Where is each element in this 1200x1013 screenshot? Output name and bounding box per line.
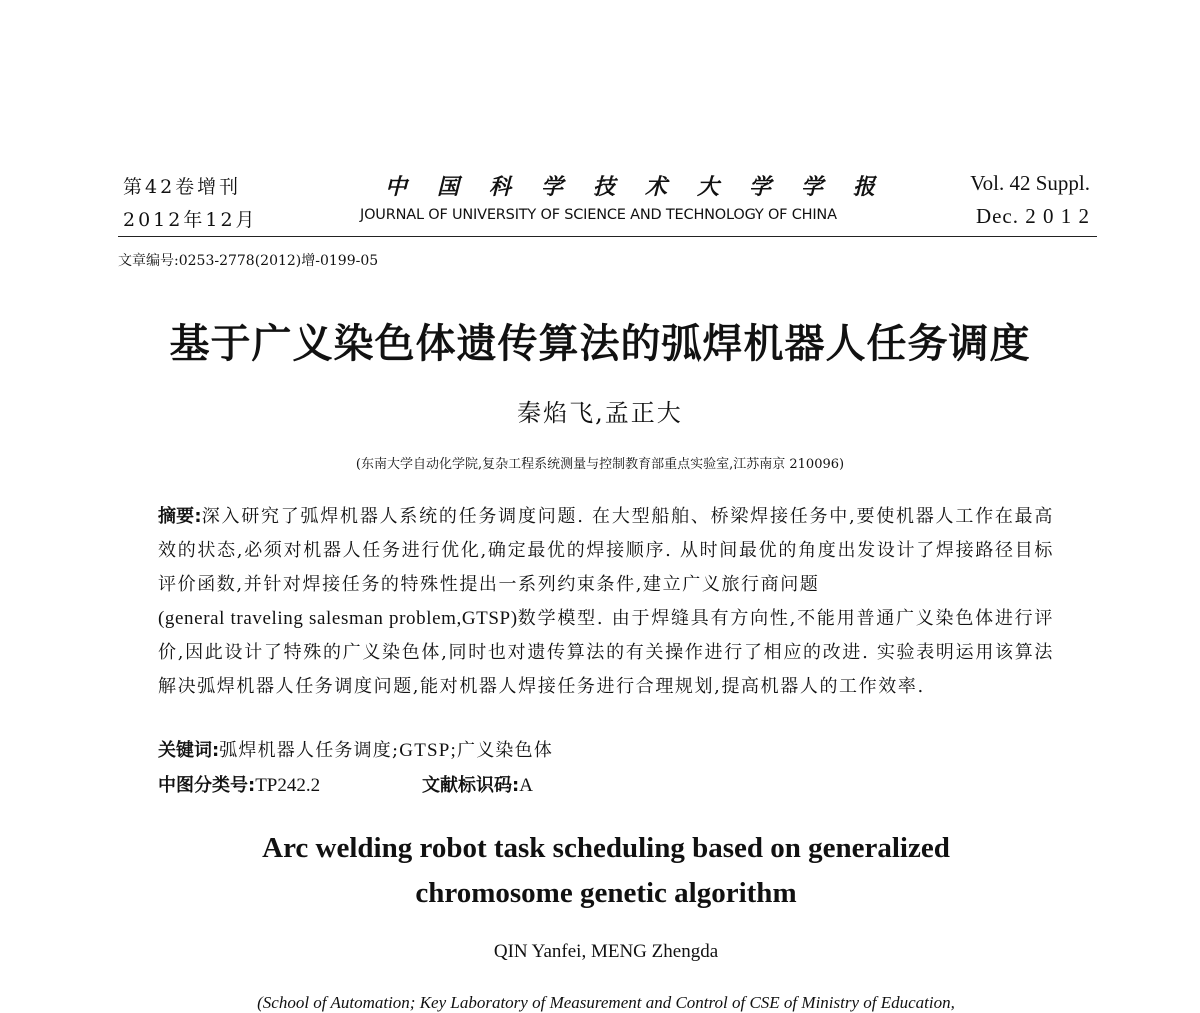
classification-number	[158, 771, 320, 797]
keyword-1: 弧焊机器人任务调度;	[219, 740, 400, 761]
article-number: 文章编号:0253-2778(2012)增-0199-05	[118, 253, 379, 269]
volume-en: Vol. 42 Suppl.	[970, 171, 1090, 195]
classification-label: 中图分类号:	[158, 775, 256, 796]
date-en: Dec. 2 0 1 2	[975, 204, 1090, 228]
affiliation-en: (School of Automation; Key Laboratory of Measurement and Control of CSE of Ministry of Education,	[257, 993, 955, 1012]
document-code-label: 文献标识码:	[422, 775, 520, 796]
authors-en: QIN Yanfei, MENG Zhengda	[493, 941, 719, 962]
abstract-text-part2: 数学模型. 由于焊缝具有方向性,不能用普通广义染色体进行评价,因此设计了特殊的广义染色体,同时也对遗传算法的有关操作进行了相应的改进. 实验表明运用该算法解决弧焊机器人任务调度问题,能对机器人焊接任务进行合理规划,提高机器人的工作效率.	[158, 608, 1055, 697]
date-cn: 2012年12月	[123, 209, 258, 231]
keyword-2: GTSP;	[399, 740, 458, 761]
keywords-label: 关键词:	[158, 740, 220, 761]
header-rule	[118, 236, 1097, 237]
journal-name-en: JOURNAL OF UNIVERSITY OF SCIENCE AND TECHNOLOGY OF CHINA	[360, 207, 837, 223]
journal-name-cn: 中国科学技术大学学报	[385, 174, 906, 200]
document-code-value: A	[519, 775, 533, 796]
abstract-cn	[158, 500, 1054, 704]
document-code	[422, 771, 533, 797]
affiliation-cn: (东南大学自动化学院,复杂工程系统测量与控制教育部重点实验室,江苏南京 210096)	[355, 457, 845, 472]
keywords	[158, 736, 553, 762]
abstract-text-part1: 深入研究了弧焊机器人系统的任务调度问题. 在大型船舶、桥梁焊接任务中,要使机器人工作在最高效的状态,必须对机器人任务进行优化,确定最优的焊接顺序. 从时间最优的角度出发设计了焊接路径目标评价函数,并针对焊接任务的特殊性提出一系列约束条件,建立广义旅行商问题	[158, 506, 1054, 595]
authors-cn: 秦焰飞,孟正大	[517, 399, 683, 427]
abstract-label: 摘要:	[158, 506, 202, 527]
volume-cn: 第42卷增刊	[123, 176, 242, 198]
abstract-text-en: (general traveling salesman problem,GTSP)	[158, 608, 518, 629]
page-title-en	[0, 826, 1200, 916]
classification-value: TP242.2	[255, 775, 321, 796]
title-en-line2: chromosome genetic algorithm	[415, 877, 797, 909]
title-en-line1: Arc welding robot task scheduling based on generalized	[262, 832, 950, 864]
keyword-3: 广义染色体	[457, 740, 554, 761]
page-title-cn: 基于广义染色体遗传算法的弧焊机器人任务调度	[169, 321, 1031, 367]
